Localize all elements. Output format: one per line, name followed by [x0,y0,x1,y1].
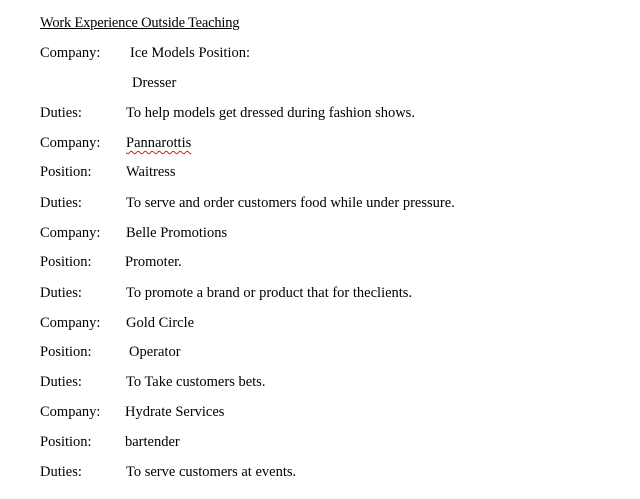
position-continuation-row [0,75,640,95]
field-value: Promoter. [125,254,182,270]
field-value: Operator [129,344,181,360]
field-label: Company: [40,225,101,241]
field-value: Waitress [126,164,176,180]
field-label: Duties: [40,374,82,390]
field-value: Hydrate Services [125,404,225,420]
field-label: Position: [40,434,92,450]
field-value: Belle Promotions [126,225,228,241]
field-label: Company: [40,315,101,331]
company-row [0,135,640,155]
field-label: Duties: [40,285,82,301]
field-value: Dresser [132,75,177,91]
field-label: Company: [40,45,101,61]
field-label: Duties: [40,105,82,121]
duties-row [0,464,640,484]
field-value: To serve customers at events. [126,464,297,480]
company-row [0,404,640,424]
position-row [0,344,640,364]
field-value: bartender [125,434,180,450]
duties-row [0,285,640,305]
field-label: Position: [40,164,92,180]
field-label: Duties: [40,464,82,480]
field-value: To serve and order customers food while under pressure. [126,195,455,211]
field-value: Gold Circle [126,315,195,331]
duties-row [0,374,640,394]
field-label: Company: [40,135,101,151]
spellcheck-flagged-value: Pannarottis [126,135,192,151]
company-row [0,315,640,335]
field-value: Ice Models Position: [130,45,251,61]
field-label: Company: [40,404,101,420]
duties-row [0,195,640,215]
position-row [0,164,640,184]
company-row [0,225,640,245]
field-value: To promote a brand or product that for theclients. [126,285,413,301]
field-label: Position: [40,254,92,270]
company-row [0,45,640,65]
field-label: Duties: [40,195,82,211]
section-heading: Work Experience Outside Teaching [40,15,240,31]
field-value: To help models get dressed during fashion shows. [126,105,415,121]
field-label: Position: [40,344,92,360]
position-row [0,254,640,274]
field-value: To Take customers bets. [126,374,266,390]
duties-row [0,105,640,125]
position-row [0,434,640,454]
